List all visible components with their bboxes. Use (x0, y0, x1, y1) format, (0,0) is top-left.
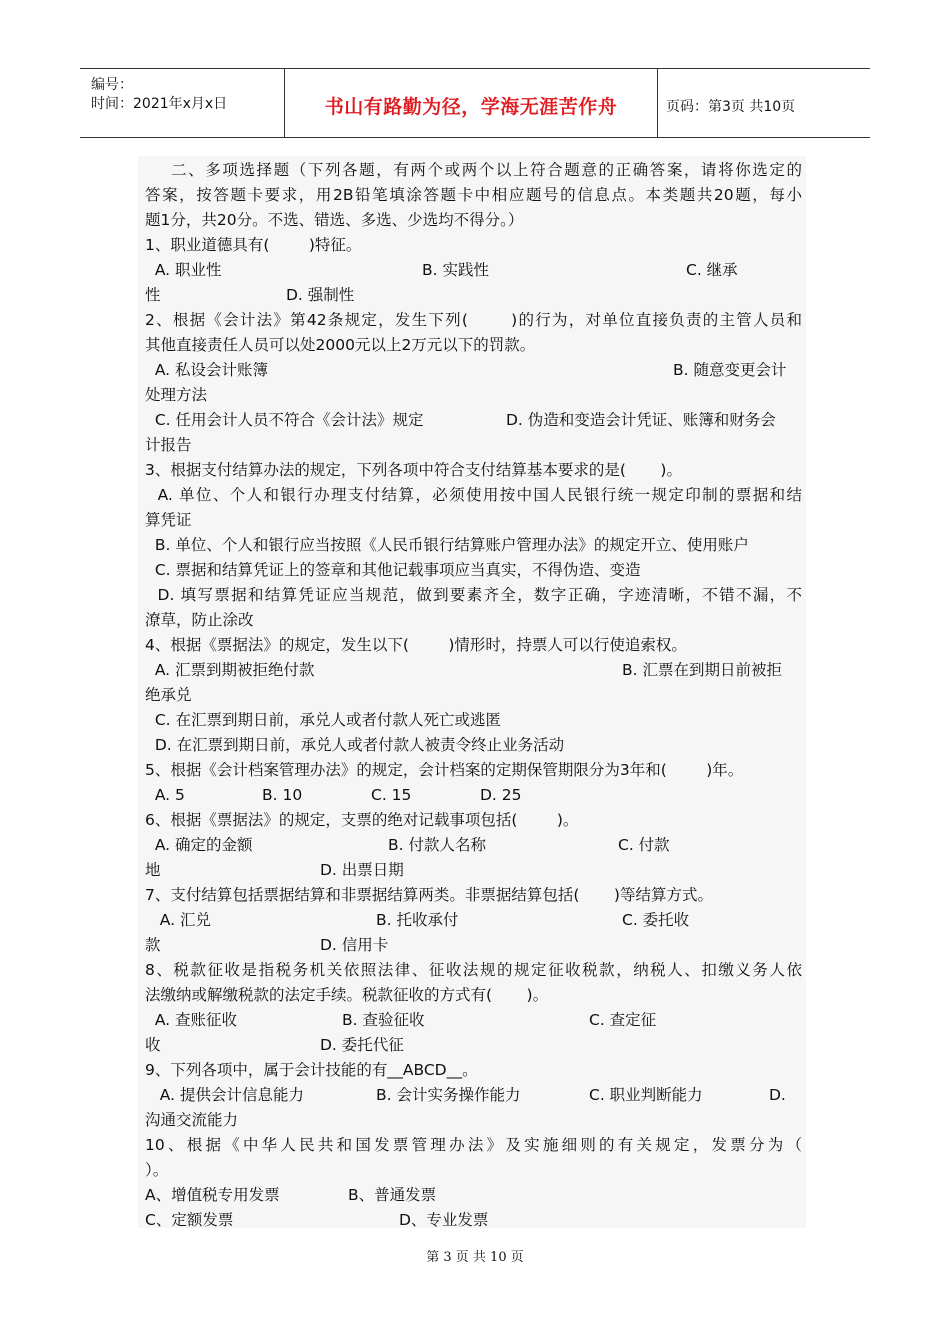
intro-line: 答案，按答题卡要求，用2B铅笔填涂答题卡中相应题号的信息点。本类题共20题，每小 (145, 186, 802, 204)
option-row (138, 1183, 806, 1208)
option-c: C. 票据和结算凭证上的签章和其他记载事项应当真实，不得伪造、变造 (145, 561, 641, 579)
option-d-continued: 沟通交流能力 (145, 1111, 239, 1129)
option-c-continued: 性 (145, 286, 161, 304)
question-stem: ）。 (145, 1161, 169, 1179)
option-a: A. 确定的金额 (145, 836, 253, 854)
option-c: C. 继承 (686, 261, 738, 279)
option-b: B、普通发票 (348, 1186, 437, 1204)
option-a: A. 5 (145, 786, 185, 804)
option-row (138, 908, 806, 933)
option-row (138, 1208, 806, 1233)
option-c: C. 在汇票到期日前，承兑人或者付款人死亡或逃匿 (145, 711, 502, 729)
intro-line: 二、多项选择题（下列各题，有两个或两个以上符合题意的正确答案，请将你选定的 (145, 161, 802, 179)
option-row (138, 358, 806, 383)
option-b: B. 单位、个人和银行应当按照《人民币银行结算账户管理办法》的规定开立、使用账户 (145, 536, 749, 554)
option-a-continued: 算凭证 (145, 511, 192, 529)
option-d: D. 伪造和变造会计凭证、账簿和财务会 (506, 411, 776, 429)
option-c: C. 付款 (618, 836, 670, 854)
option-c: C、定额发票 (145, 1211, 234, 1229)
option-d: D. 出票日期 (320, 861, 404, 879)
option-b: B. 付款人名称 (388, 836, 486, 854)
option-b: B. 查验征收 (342, 1011, 425, 1029)
option-a: A. 汇兑 (145, 911, 211, 929)
serial-label: 编号： (91, 77, 133, 93)
option-d: D. 在汇票到期日前，承兑人或者付款人被责令终止业务活动 (145, 736, 565, 754)
option-a: A. 职业性 (145, 261, 222, 279)
page-header (80, 68, 870, 138)
option-a: A. 私设会计账簿 (145, 361, 269, 379)
option-b: B. 随意变更会计 (673, 361, 787, 379)
option-d: D、专业发票 (399, 1211, 489, 1229)
option-row (138, 1033, 806, 1058)
option-a: A. 提供会计信息能力 (145, 1086, 304, 1104)
option-d-continued: 计报告 (145, 436, 192, 454)
option-d: D. 填写票据和结算凭证应当规范，做到要素齐全，数字正确，字迹清晰，不错不漏，不 (145, 586, 802, 604)
option-a: A、增值税专用发票 (145, 1186, 280, 1204)
question-stem: 3、根据支付结算办法的规定，下列各项中符合支付结算基本要求的是( )。 (145, 461, 682, 479)
question-stem: 2、根据《会计法》第42条规定，发生下列( )的行为，对单位直接负责的主管人员和 (145, 311, 802, 329)
question-stem: 法缴纳或解缴税款的法定手续。税款征收的方式有( )。 (145, 986, 549, 1004)
header-middle-cell (285, 69, 658, 137)
option-row (138, 1008, 806, 1033)
question-stem: 5、根据《会计档案管理办法》的规定，会计档案的定期保管期限分为3年和( )年。 (145, 761, 744, 779)
question-stem: 9、下列各项中，属于会计技能的有__ABCD__。 (145, 1061, 478, 1079)
option-row (138, 258, 806, 283)
question-stem: 7、支付结算包括票据结算和非票据结算两类。非票据结算包括( )等结算方式。 (145, 886, 713, 904)
option-d: D. 信用卡 (320, 936, 389, 954)
option-d-continued: 潦草，防止涂改 (145, 611, 254, 629)
date-label: 时间：2021年x月x日 (91, 96, 228, 112)
option-c: C. 查定征 (589, 1011, 657, 1029)
option-row (138, 783, 806, 808)
option-c-continued: 收 (145, 1036, 161, 1054)
page-info: 页码：第3页 共10页 (666, 99, 796, 115)
option-d: D. (769, 1086, 786, 1104)
option-a: A. 单位、个人和银行办理支付结算，必须使用按中国人民银行统一规定印制的票据和结 (145, 486, 802, 504)
option-b: B. 汇票在到期日前被拒 (622, 661, 782, 679)
page-footer: 第 3 页 共 10 页 (426, 1250, 524, 1265)
option-b: B. 10 (262, 786, 303, 804)
question-stem: 4、根据《票据法》的规定，发生以下( )情形时，持票人可以行使追索权。 (145, 636, 687, 654)
option-b: B. 会计实务操作能力 (376, 1086, 521, 1104)
option-d: D. 委托代征 (320, 1036, 404, 1054)
header-right-cell (658, 69, 870, 137)
option-b-continued: 绝承兑 (145, 686, 192, 704)
question-stem: 8、税款征收是指税务机关依照法律、征收法规的规定征收税款，纳税人、扣缴义务人依 (145, 961, 802, 979)
option-b: B. 实践性 (422, 261, 489, 279)
intro-line: 题1分，共20分。不选、错选、多选、少选均不得分。） (145, 211, 524, 229)
option-row (138, 933, 806, 958)
option-c-continued: 款 (145, 936, 161, 954)
option-c-continued: 地 (145, 861, 161, 879)
option-b: B. 托收承付 (376, 911, 459, 929)
option-c: C. 委托收 (622, 911, 690, 929)
option-c: C. 任用会计人员不符合《会计法》规定 (145, 411, 424, 429)
question-stem: 1、职业道德具有( )特征。 (145, 236, 362, 254)
option-c: C. 15 (371, 786, 412, 804)
option-row (138, 408, 806, 433)
option-b-continued: 处理方法 (145, 386, 208, 404)
motto-text: 书山有路勤为径，学海无涯苦作舟 (324, 96, 618, 118)
option-row (138, 658, 806, 683)
option-a: A. 查账征收 (145, 1011, 238, 1029)
option-c: C. 职业判断能力 (589, 1086, 703, 1104)
option-row (138, 833, 806, 858)
question-stem: 6、根据《票据法》的规定，支票的绝对记载事项包括( )。 (145, 811, 579, 829)
header-left-cell (80, 69, 285, 137)
option-row (138, 283, 806, 308)
option-d: D. 强制性 (286, 286, 355, 304)
option-row (138, 1083, 806, 1108)
option-a: A. 汇票到期被拒绝付款 (145, 661, 315, 679)
question-stem: 其他直接责任人员可以处2000元以上2万元以下的罚款。 (145, 336, 536, 354)
option-d: D. 25 (480, 786, 522, 804)
question-content (138, 156, 806, 1228)
question-stem: 10、根据《中华人民共和国发票管理办法》及实施细则的有关规定，发票分为（ (145, 1136, 802, 1154)
option-row (138, 858, 806, 883)
